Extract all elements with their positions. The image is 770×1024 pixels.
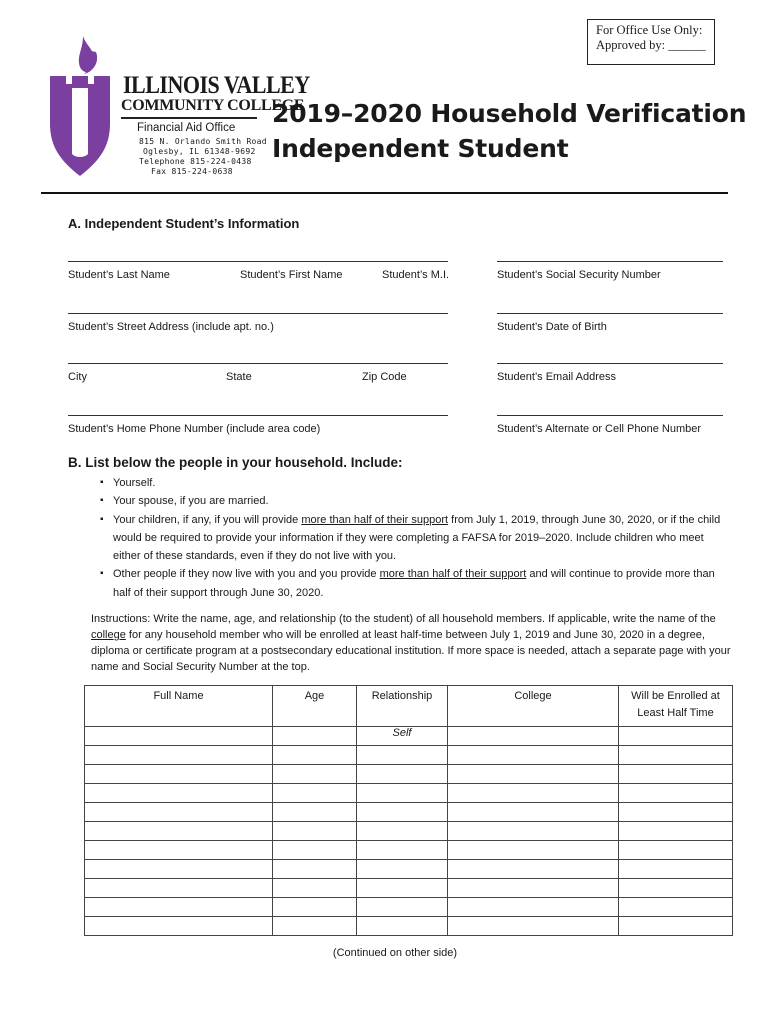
cell-age[interactable] — [273, 746, 357, 765]
col-header-relationship: Relationship — [357, 686, 448, 727]
cell-age[interactable] — [273, 879, 357, 898]
cell-enrolled[interactable] — [619, 860, 733, 879]
cell-college[interactable] — [448, 898, 619, 917]
cell-enrolled[interactable] — [619, 822, 733, 841]
cell-enrolled[interactable] — [619, 917, 733, 936]
cell-age[interactable] — [273, 822, 357, 841]
cell-relationship[interactable] — [357, 860, 448, 879]
household-table — [84, 685, 733, 936]
cell-relationship[interactable] — [357, 803, 448, 822]
cell-full-name[interactable] — [85, 746, 273, 765]
table-row — [85, 898, 733, 917]
office-use-label: For Office Use Only: — [596, 23, 703, 37]
page-title: 2019–2020 Household Verification — [272, 99, 747, 128]
col-header-age: Age — [273, 686, 357, 727]
ssn-label: Student’s Social Security Number — [497, 269, 661, 281]
cell-college[interactable] — [448, 746, 619, 765]
table-row — [85, 746, 733, 765]
cell-college[interactable] — [448, 879, 619, 898]
cell-relationship[interactable] — [357, 746, 448, 765]
cell-age[interactable] — [273, 898, 357, 917]
cell-college[interactable] — [448, 784, 619, 803]
table-row — [85, 803, 733, 822]
cell-enrolled[interactable] — [619, 727, 733, 746]
cell-full-name[interactable] — [85, 727, 273, 746]
cell-relationship[interactable] — [357, 917, 448, 936]
email-label: Student’s Email Address — [497, 371, 617, 383]
cell-college[interactable] — [448, 803, 619, 822]
cell-enrolled[interactable] — [619, 765, 733, 784]
page-subtitle: Independent Student — [272, 134, 569, 163]
street-address-field[interactable] — [68, 313, 448, 314]
approved-by-field[interactable]: Approved by: ______ — [596, 38, 706, 52]
last-name-label: Student’s Last Name — [68, 269, 170, 281]
list-item: ▪ Other people if they now live with you and you provide more than half of their support and will continue to provide more than half of their support through June 30, 2020. — [100, 565, 730, 602]
cell-college[interactable] — [448, 841, 619, 860]
street-address-label: Student’s Street Address (include apt. no.) — [68, 321, 274, 333]
header-divider — [41, 192, 728, 194]
table-row — [85, 860, 733, 879]
date-of-birth-field[interactable] — [497, 313, 723, 314]
cell-full-name[interactable] — [85, 803, 273, 822]
city-state-zip-field[interactable] — [68, 363, 448, 364]
alt-phone-field[interactable] — [497, 415, 723, 416]
cell-relationship[interactable] — [357, 879, 448, 898]
home-phone-label: Student’s Home Phone Number (include area code) — [68, 423, 321, 435]
alt-phone-label: Student’s Alternate or Cell Phone Number — [497, 423, 702, 435]
cell-age[interactable] — [273, 917, 357, 936]
col-header-college: College — [448, 686, 619, 727]
list-item: ▪ Yourself. — [100, 474, 730, 492]
table-row — [85, 727, 733, 746]
cell-college[interactable] — [448, 917, 619, 936]
mi-label: Student’s M.I. — [382, 269, 450, 281]
cell-enrolled[interactable] — [619, 879, 733, 898]
table-row — [85, 822, 733, 841]
city-label: City — [68, 371, 87, 383]
cell-relationship[interactable] — [357, 822, 448, 841]
first-name-label: Student’s First Name — [240, 269, 343, 281]
cell-full-name[interactable] — [85, 860, 273, 879]
office-fax: Fax 815-224-0638 — [151, 167, 233, 176]
household-criteria-list — [100, 474, 730, 602]
instructions-text: Instructions: Write the name, age, and relationship (to the student) of all household members. If applicable, write the name of the college for any household member who will be enrolled at least half-time between July 1, 2019 and June 30, 2020 in a degree, diploma or certificate program at a postsecondary educational institution. If more space is needed, attach a separate page with your name and Social Security Number at the top. — [91, 613, 731, 673]
section-b-heading: B. List below the people in your household. Include: — [68, 455, 403, 470]
cell-enrolled[interactable] — [619, 898, 733, 917]
continued-note: (Continued on other side) — [332, 947, 458, 959]
cell-relationship-self: Self — [357, 727, 448, 746]
cell-full-name[interactable] — [85, 898, 273, 917]
cell-relationship[interactable] — [357, 841, 448, 860]
student-name-field[interactable] — [68, 261, 448, 262]
cell-enrolled[interactable] — [619, 746, 733, 765]
cell-college[interactable] — [448, 765, 619, 784]
list-item: ▪ Your children, if any, if you will provide more than half of their support from July 1, 2019, through June 30, 2020, or if the child would be required to provide your information if they were completing a FAFSA for 2019–2020. Include children who meet either of these standards, even if they do not live with you. — [100, 511, 730, 566]
table-header-row — [85, 686, 733, 727]
office-telephone: Telephone 815-224-0438 — [139, 157, 252, 166]
college-logo-icon — [50, 36, 110, 176]
section-a-heading: A. Independent Student’s Information — [68, 216, 300, 231]
table-row — [85, 841, 733, 860]
cell-college[interactable] — [448, 727, 619, 746]
cell-enrolled[interactable] — [619, 803, 733, 822]
office-address-city: Oglesby, IL 61348-9692 — [143, 147, 256, 156]
cell-full-name[interactable] — [85, 879, 273, 898]
table-row — [85, 765, 733, 784]
cell-relationship[interactable] — [357, 765, 448, 784]
cell-enrolled[interactable] — [619, 784, 733, 803]
zip-label: Zip Code — [362, 371, 407, 383]
home-phone-field[interactable] — [68, 415, 448, 416]
cell-age[interactable] — [273, 765, 357, 784]
list-item: ▪ Your spouse, if you are married. — [100, 492, 730, 510]
col-header-enrolled: Will be Enrolled at Least Half Time — [619, 686, 733, 727]
college-name: ILLINOIS VALLEY — [123, 70, 310, 99]
date-of-birth-label: Student’s Date of Birth — [497, 321, 607, 333]
cell-age[interactable] — [273, 803, 357, 822]
office-address-street: 815 N. Orlando Smith Road — [139, 137, 267, 146]
cell-age[interactable] — [273, 727, 357, 746]
cell-college[interactable] — [448, 822, 619, 841]
cell-full-name[interactable] — [85, 841, 273, 860]
cell-age[interactable] — [273, 841, 357, 860]
cell-full-name[interactable] — [85, 784, 273, 803]
office-use-box — [587, 19, 715, 65]
college-name-subtitle: COMMUNITY COLLEGE — [121, 97, 305, 114]
table-row — [85, 917, 733, 936]
cell-relationship[interactable] — [357, 784, 448, 803]
col-header-full-name: Full Name — [85, 686, 273, 727]
cell-enrolled[interactable] — [619, 841, 733, 860]
email-field[interactable] — [497, 363, 723, 364]
cell-full-name[interactable] — [85, 765, 273, 784]
office-name: Financial Aid Office — [137, 122, 236, 134]
cell-age[interactable] — [273, 860, 357, 879]
state-label: State — [226, 371, 252, 383]
table-row — [85, 784, 733, 803]
ssn-field[interactable] — [497, 261, 723, 262]
cell-relationship[interactable] — [357, 898, 448, 917]
cell-full-name[interactable] — [85, 917, 273, 936]
logo-divider — [121, 117, 257, 119]
cell-age[interactable] — [273, 784, 357, 803]
cell-college[interactable] — [448, 860, 619, 879]
cell-full-name[interactable] — [85, 822, 273, 841]
table-row — [85, 879, 733, 898]
